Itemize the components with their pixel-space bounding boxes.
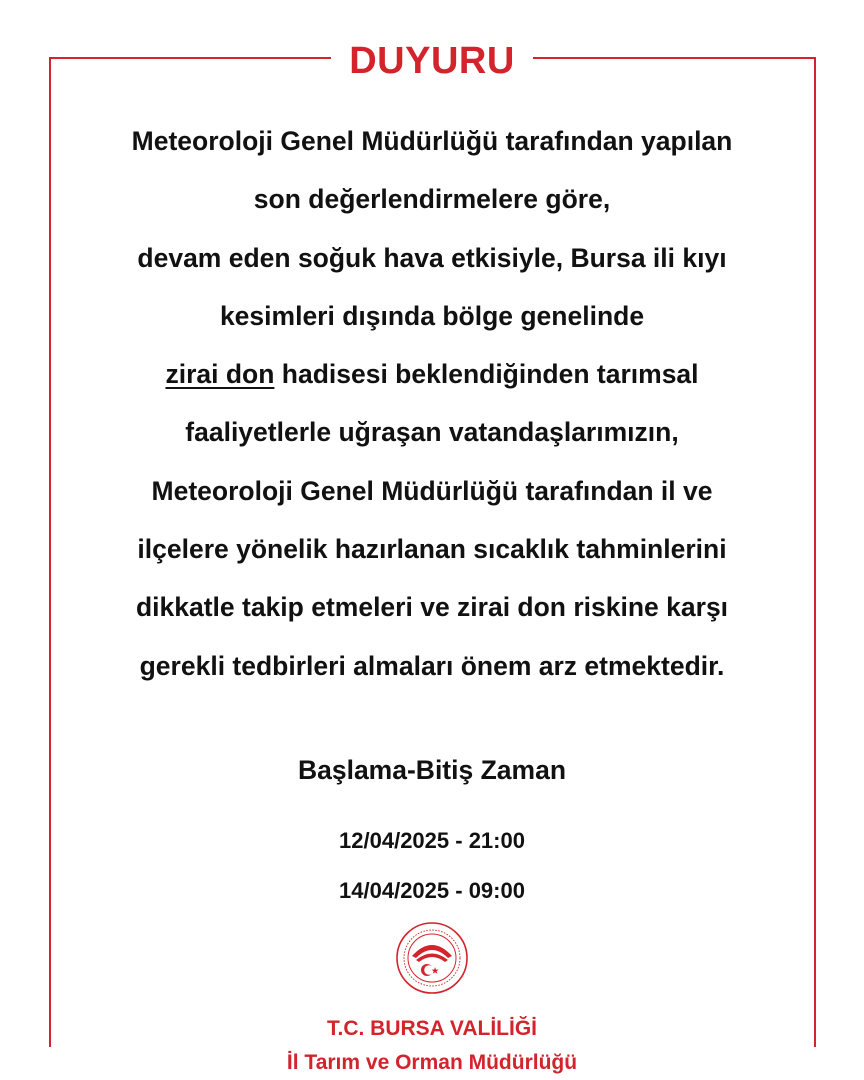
announcement-line: Meteoroloji Genel Müdürlüğü tarafından yapılan xyxy=(131,126,733,156)
announcement-line: son değerlendirmelere göre, xyxy=(253,184,611,215)
announcement-line: faaliyetlerle uğraşan vatandaşlarımızın, xyxy=(185,417,679,448)
title-container xyxy=(0,38,864,84)
footer-directorate: İl Tarım ve Orman Müdürlüğü xyxy=(286,1051,578,1074)
period-heading: Başlama-Bitiş Zaman xyxy=(297,755,567,785)
announcement-line: devam eden soğuk hava etkisiyle, Bursa ili kıyı xyxy=(137,242,727,273)
footer-governorship: T.C. BURSA VALİLİĞİ xyxy=(327,1017,537,1040)
emphasis-zirai-don: zirai don xyxy=(165,359,275,390)
announcement-line-rest: hadisesi beklendiğinden tarımsal xyxy=(274,359,699,390)
ministry-emblem-icon xyxy=(394,920,470,996)
announcement-line: gerekli tedbirleri almaları önem arz etmektedir. xyxy=(139,650,725,681)
announcement-line: dikkatle takip etmeleri ve zirai don riskine karşı xyxy=(135,592,729,623)
page-title: DUYURU xyxy=(331,38,533,84)
announcement-line: Meteoroloji Genel Müdürlüğü tarafından il ve xyxy=(151,475,713,506)
announcement-body xyxy=(60,112,804,695)
start-datetime: 12/04/2025 - 21:00 xyxy=(339,828,525,853)
announcement-line xyxy=(60,345,804,403)
end-datetime: 14/04/2025 - 09:00 xyxy=(339,878,525,903)
announcement-line: kesimleri dışında bölge genelinde xyxy=(219,300,645,331)
announcement-line: ilçelere yönelik hazırlanan sıcaklık tahminlerini xyxy=(137,534,727,565)
